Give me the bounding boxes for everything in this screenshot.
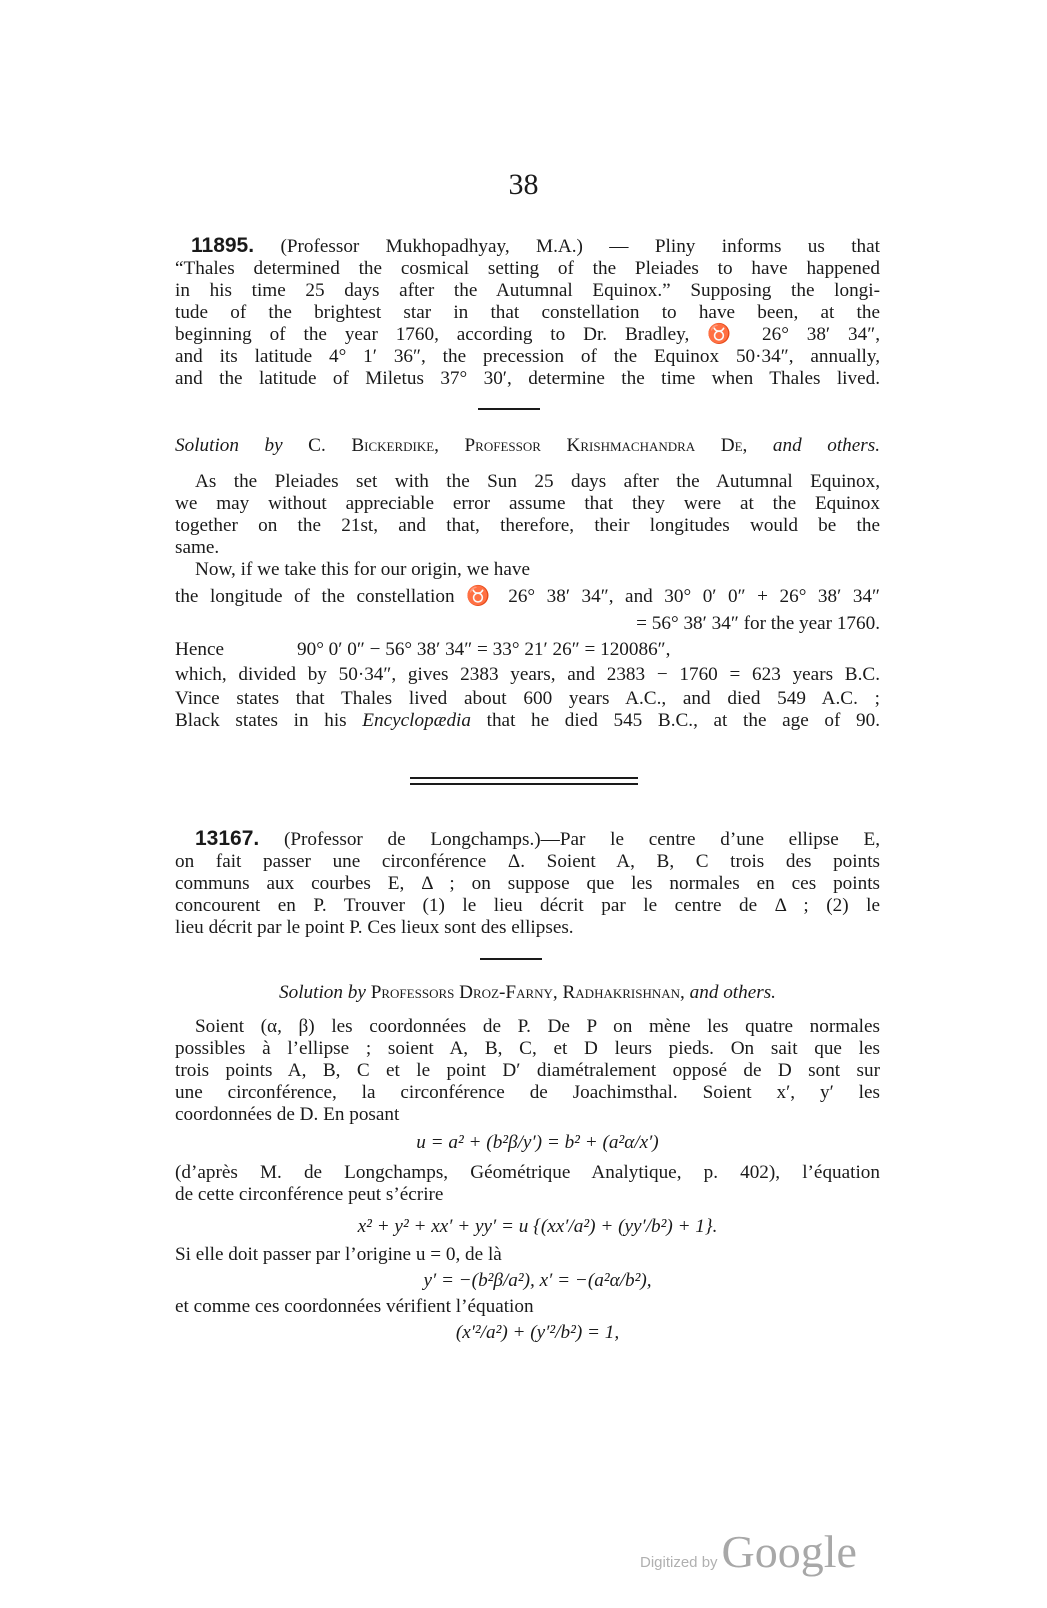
problem-11895 xyxy=(175,235,880,390)
solution-text-line: Now, if we take this for our origin, we have xyxy=(195,559,530,580)
problem-text-line: and the latitude of Miletus 37° 30′, determine the time when Thales lived. xyxy=(175,368,880,389)
solution-text-line: together on the 21st, and that, therefore, their longitudes would be the xyxy=(175,515,880,536)
google-logo: Google xyxy=(721,1526,857,1577)
problem-text-line: in his time 25 days after the Autumnal Equinox.” Supposing the longi- xyxy=(175,280,880,301)
problem-13167 xyxy=(175,828,880,939)
short-divider xyxy=(478,408,540,410)
equation-ellipse: (x′²/a²) + (y′²/b²) = 1, xyxy=(455,1322,620,1343)
problem-text-line: beginning of the year 1760, according to Dr. Bradley, ♉ 26° 38′ 34″, xyxy=(175,324,880,345)
solution-text-line: trois points A, B, C et le point D′ diamétralement opposé de D sont sur xyxy=(175,1060,880,1081)
solution-text-line: we may without appreciable error assume that they were at the Equinox xyxy=(175,493,880,514)
solution-text-line: et comme ces coordonnées vérifient l’équation xyxy=(175,1296,534,1317)
problem-11895-first-line xyxy=(175,235,880,258)
equation-circle: x² + y² + xx′ + yy′ = u {(xx′/a²) + (yy′/b²) + 1}. xyxy=(357,1216,718,1237)
solution-text-line: de cette circonférence peut s’écrire xyxy=(175,1184,444,1205)
problem-text-line: concourent en P. Trouver (1) le lieu décrit par le centre de Δ ; (2) le xyxy=(175,895,880,916)
problem-13167-first-line xyxy=(175,828,880,851)
problem-proposer: (Professor Mukhopadhyay, M.A.) — Pliny informs us that xyxy=(280,236,880,257)
solution-text-line: same. xyxy=(175,537,220,558)
equation-u: u = a² + (b²β/y′) = b² + (a²α/x′) xyxy=(416,1132,659,1153)
black-line: Black states in his Encyclopædia that he died 545 B.C., at the age of 90. xyxy=(175,710,880,731)
problem-text-line: on fait passer une circonférence Δ. Soient A, B, C trois des points xyxy=(175,851,880,872)
watermark-prefix: Digitized by xyxy=(640,1554,718,1571)
solution-text-line: Si elle doit passer par l’origine u = 0, de là xyxy=(175,1244,502,1265)
problem-number: 13167. xyxy=(195,827,260,850)
solution-13167 xyxy=(175,982,880,1344)
divided-line: which, divided by 50·34″, gives 2383 years, and 2383 − 1760 = 623 years B.C. xyxy=(175,664,880,685)
solution-text-line: coordonnées de D. En posant xyxy=(175,1104,400,1125)
problem-text-line: and its latitude 4° 1′ 36″, the precession of the Equinox 50·34″, annually, xyxy=(175,346,880,367)
short-divider xyxy=(480,958,542,960)
problem-number: 11895. xyxy=(191,234,255,257)
solution-header: Solution by C. Bickerdike, Professor Krishmachandra De, and others. xyxy=(175,435,880,456)
solution-text-line: possibles à l’ellipse ; soient A, B, C, et D leurs pieds. On sait que les xyxy=(175,1038,880,1059)
solution-text-line: une circonférence, la circonférence de Joachimsthal. Soient x′, y′ les xyxy=(175,1082,880,1103)
vince-line: Vince states that Thales lived about 600 years A.C., and died 549 A.C. ; xyxy=(175,688,880,709)
hence-line: Hence 90° 0′ 0″ − 56° 38′ 34″ = 33° 21′ 26″ = 120086″, xyxy=(175,639,671,660)
solution-header: Solution by Professors Droz-Farny, Radhakrishnan, and others. xyxy=(279,982,776,1003)
equation-coordinates: y′ = −(b²β/a²), x′ = −(a²α/b²), xyxy=(423,1270,652,1291)
longitude-equals-line: = 56° 38′ 34″ for the year 1760. xyxy=(636,613,880,634)
longitude-line: the longitude of the constellation ♉ 26° 38′ 34″, and 30° 0′ 0″ + 26° 38′ 34″ xyxy=(175,586,880,607)
double-divider-top xyxy=(410,777,638,779)
page-number: 38 xyxy=(508,168,539,201)
problem-text-line: lieu décrit par le point P. Ces lieux sont des ellipses. xyxy=(175,917,574,938)
digitized-watermark xyxy=(640,1525,857,1578)
solution-text-line: As the Pleiades set with the Sun 25 days after the Autumnal Equinox, xyxy=(195,471,880,492)
problem-text-line: “Thales determined the cosmical setting of the Pleiades to have happened xyxy=(175,258,880,279)
problem-text-line: tude of the brightest star in that constellation to have been, at the xyxy=(175,302,880,323)
problem-proposer: (Professor de Longchamps.)—Par le centre d’une ellipse E, xyxy=(283,829,881,850)
solution-text-line: (d’après M. de Longchamps, Géométrique Analytique, p. 402), l’équation xyxy=(175,1162,880,1183)
problem-text-line: communs aux courbes E, Δ ; on suppose que les normales en ces points xyxy=(175,873,880,894)
solution-11895 xyxy=(175,435,880,732)
double-divider-bottom xyxy=(410,783,638,785)
solution-text-line: Soient (α, β) les coordonnées de P. De P on mène les quatre normales xyxy=(195,1016,880,1037)
